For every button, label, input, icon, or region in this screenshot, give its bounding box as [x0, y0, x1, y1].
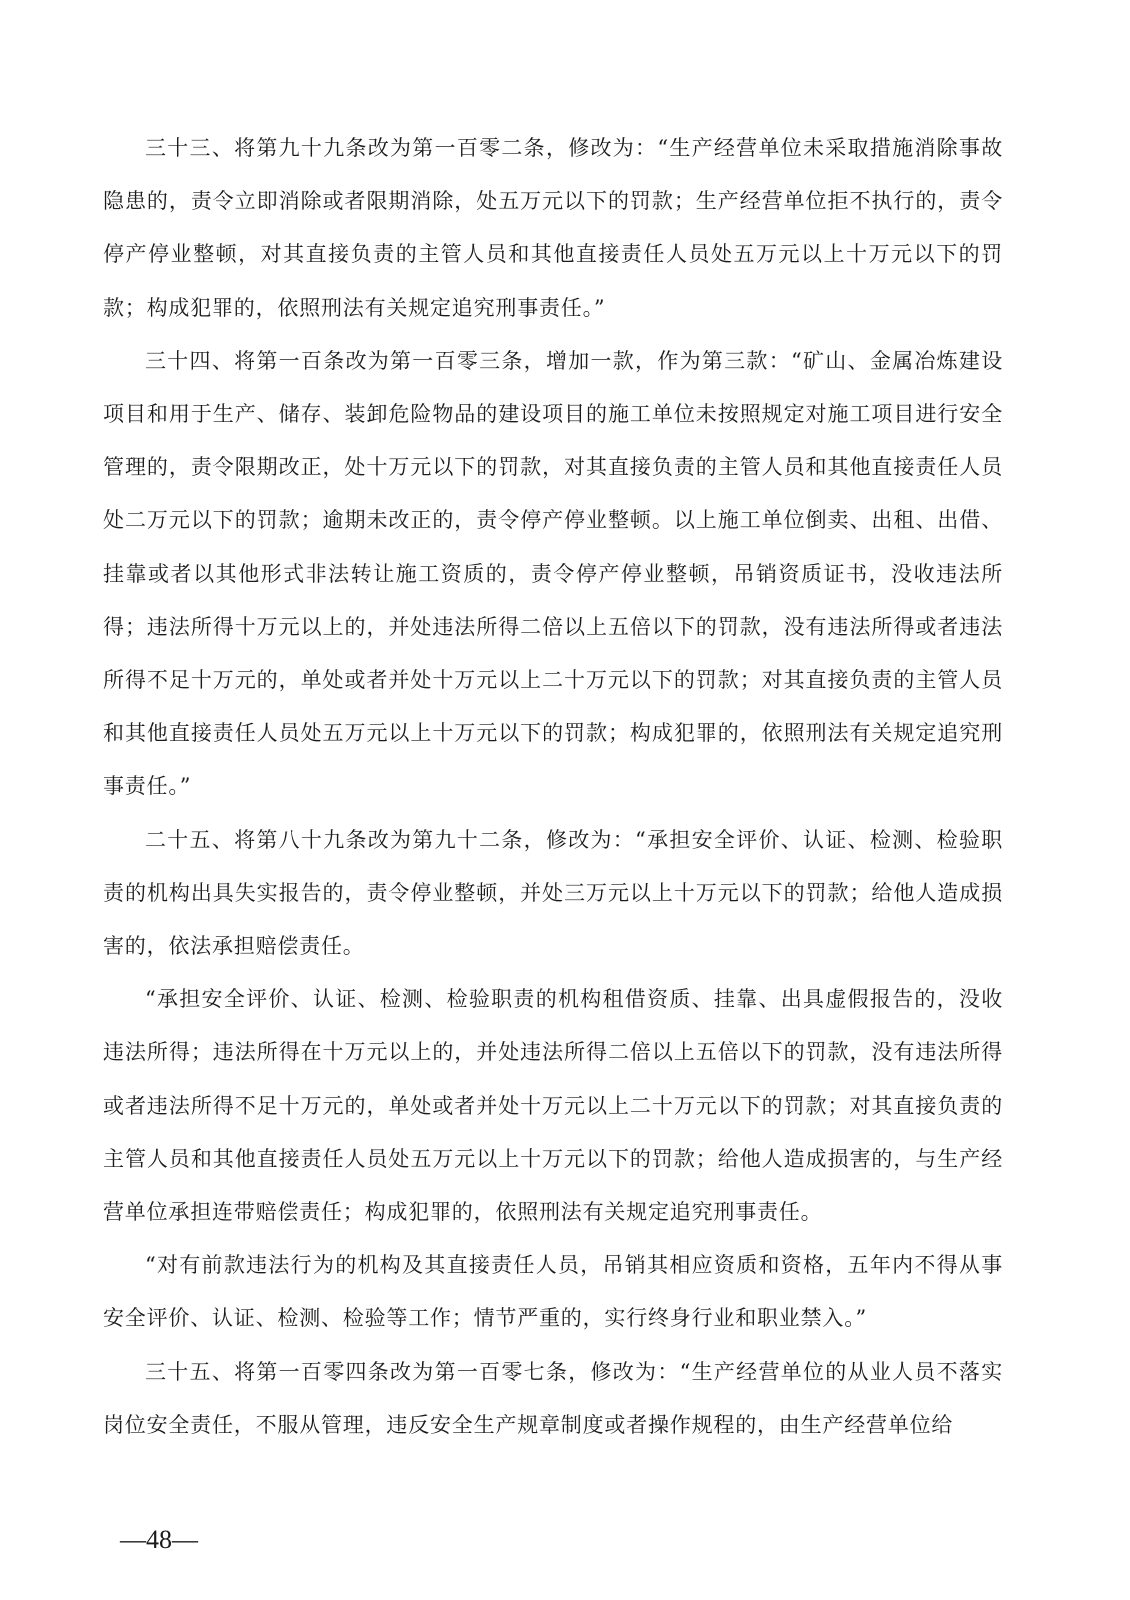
page-number: —48—: [120, 1525, 198, 1554]
paragraph-article-34: 三十四、将第一百条改为第一百零三条，增加一款，作为第三款：“矿山、金属冶炼建设项目和用于生产、储存、装卸危险物品的建设项目的施工单位未按照规定对施工项目进行安全管理的，责令限期改正，处十万元以下的罚款，对其直接负责的主管人员和其他直接责任人员处二万元以下的罚款；逾期未改正的，责令停产停业整顿。以上施工单位倒卖、出租、出借、挂靠或者以其他形式非法转让施工资质的，责令停产停业整顿，吊销资质证书，没收违法所得；违法所得十万元以上的，并处违法所得二倍以上五倍以下的罚款，没有违法所得或者违法所得不足十万元的，单处或者并处十万元以上二十万元以下的罚款；对其直接负责的主管人员和其他直接责任人员处五万元以上十万元以下的罚款；构成犯罪的，依照刑法有关规定追究刑事责任。”: [103, 348, 1003, 799]
body-text: [103, 122, 1003, 1452]
paragraph-article-25-clause-3: “对有前款违法行为的机构及其直接责任人员，吊销其相应资质和资格，五年内不得从事安全评价、认证、检测、检验等工作；情节严重的，实行终身行业和职业禁入。”: [103, 1253, 1003, 1331]
paragraph-article-33: 三十三、将第九十九条改为第一百零二条，修改为：“生产经营单位未采取措施消除事故隐患的，责令立即消除或者限期消除，处五万元以下的罚款；生产经营单位拒不执行的，责令停产停业整顿，对其直接负责的主管人员和其他直接责任人员处五万元以上十万元以下的罚款；构成犯罪的，依照刑法有关规定追究刑事责任。”: [103, 136, 1003, 320]
paragraph-article-25: 二十五、将第八十九条改为第九十二条，修改为：“承担安全评价、认证、检测、检验职责的机构出具失实报告的，责令停业整顿，并处三万元以上十万元以下的罚款；给他人造成损害的，依法承担赔偿责任。: [103, 827, 1003, 959]
paragraph-article-35: 三十五、将第一百零四条改为第一百零七条，修改为：“生产经营单位的从业人员不落实岗位安全责任，不服从管理，违反安全生产规章制度或者操作规程的，由生产经营单位给: [103, 1359, 1003, 1437]
paragraph-article-25-clause-2: “承担安全评价、认证、检测、检验职责的机构租借资质、挂靠、出具虚假报告的，没收违法所得；违法所得在十万元以上的，并处违法所得二倍以上五倍以下的罚款，没有违法所得或者违法所得不足十万元的，单处或者并处十万元以上二十万元以下的罚款；对其直接负责的主管人员和其他直接责任人员处五万元以上十万元以下的罚款；给他人造成损害的，与生产经营单位承担连带赔偿责任；构成犯罪的，依照刑法有关规定追究刑事责任。: [103, 987, 1003, 1225]
